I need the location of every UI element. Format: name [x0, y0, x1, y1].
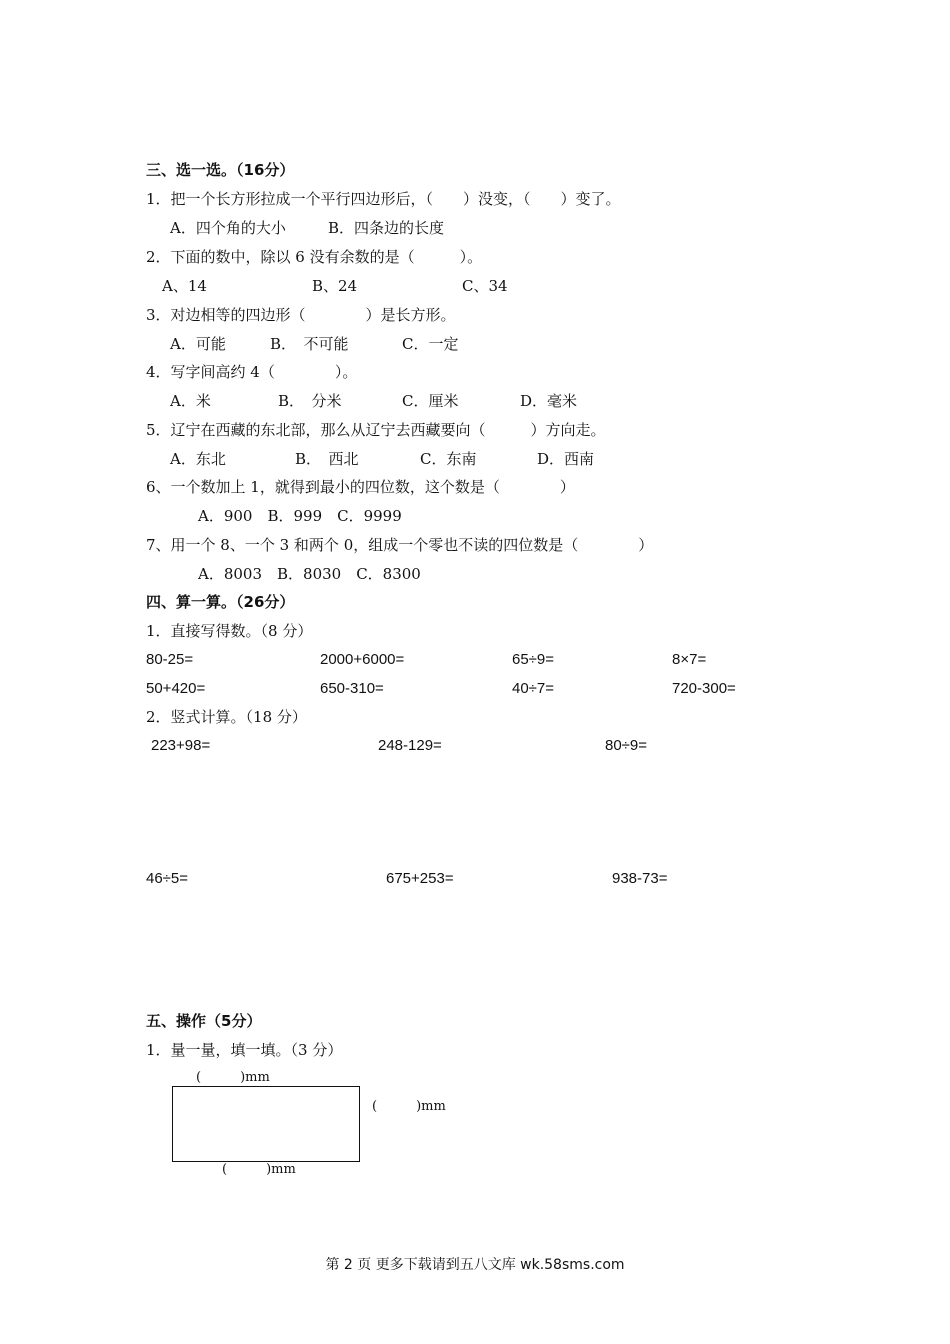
vertical-calc-item: 938-73= — [612, 870, 668, 887]
oral-calc-item: 65÷9= — [512, 651, 555, 668]
question-2-option-b: B、24 — [312, 277, 358, 295]
vertical-calc-item: 46÷5= — [146, 870, 189, 887]
oral-calc-item: 80-25= — [146, 651, 194, 668]
question-4-option-a: A．米 — [170, 392, 211, 410]
question-1-option-b: B．四条边的长度 — [328, 219, 445, 237]
question-3-option-a: A．可能 — [170, 335, 226, 353]
question-5: 5．辽宁在西藏的东北部，那么从辽宁去西藏要向（ ）方向走。 — [146, 421, 606, 439]
question-4-option-d: D．毫米 — [520, 392, 578, 410]
question-2-option-a: A、14 — [162, 277, 207, 295]
section-5-title: 五、操作（5分） — [146, 1012, 262, 1030]
question-4-option-c: C．厘米 — [402, 392, 459, 410]
question-4: 4．写字间高约 4（ ）。 — [146, 363, 358, 381]
oral-calc-item: 650-310= — [320, 680, 384, 697]
vertical-calc-item: 675+253= — [386, 870, 454, 887]
question-4-option-b: B． 分米 — [278, 392, 342, 410]
question-3-option-c: C．一定 — [402, 335, 459, 353]
oral-calc-item: 720-300= — [672, 680, 736, 697]
vertical-calc-item: 80÷9= — [605, 737, 648, 754]
section-3-title: 三、选一选。（16分） — [146, 161, 295, 179]
page-footer: 第 2 页 更多下载请到五八文库 wk.58sms.com — [325, 1257, 625, 1273]
question-1: 1．把一个长方形拉成一个平行四边形后，（ ）没变，（ ）变了。 — [146, 190, 621, 208]
oral-calc-item: 2000+6000= — [320, 651, 405, 668]
oral-calc-item: 50+420= — [146, 680, 206, 697]
question-6-options: A．900 B．999 C．9999 — [198, 507, 402, 525]
oral-calc-item: 40÷7= — [512, 680, 555, 697]
oral-calc-item: 8×7= — [672, 651, 707, 668]
question-5-option-d: D．西南 — [537, 450, 595, 468]
question-5-option-a: A．东北 — [170, 450, 226, 468]
part-2-title: 2．竖式计算。（18 分） — [146, 708, 307, 726]
rectangle-top-label: ( )mm — [196, 1070, 270, 1085]
vertical-calc-item: 248-129= — [378, 737, 442, 754]
measure-rectangle — [172, 1086, 360, 1162]
rectangle-right-label: ( )mm — [372, 1099, 446, 1114]
question-2-option-c: C、34 — [462, 277, 508, 295]
question-5-option-c: C．东南 — [420, 450, 477, 468]
vertical-calc-item: 223+98= — [151, 737, 211, 754]
question-7: 7、用一个 8、一个 3 和两个 0，组成一个零也不读的四位数是（ ） — [146, 536, 654, 554]
rectangle-bottom-label: ( )mm — [222, 1162, 296, 1177]
section-4-title: 四、算一算。（26分） — [146, 593, 295, 611]
part-1-title: 1．直接写得数。（8 分） — [146, 622, 313, 640]
question-1-option-a: A．四个角的大小 — [170, 219, 286, 237]
question-3-option-b: B． 不可能 — [270, 335, 349, 353]
question-2: 2．下面的数中，除以 6 没有余数的是（ ）。 — [146, 248, 483, 266]
question-7-options: A．8003 B．8030 C．8300 — [198, 565, 421, 583]
question-3: 3．对边相等的四边形（ ）是长方形。 — [146, 306, 456, 324]
question-5-option-b: B． 西北 — [295, 450, 359, 468]
question-6: 6、一个数加上 1，就得到最小的四位数，这个数是（ ） — [146, 478, 575, 496]
measure-task-title: 1．量一量，填一填。（3 分） — [146, 1041, 343, 1059]
